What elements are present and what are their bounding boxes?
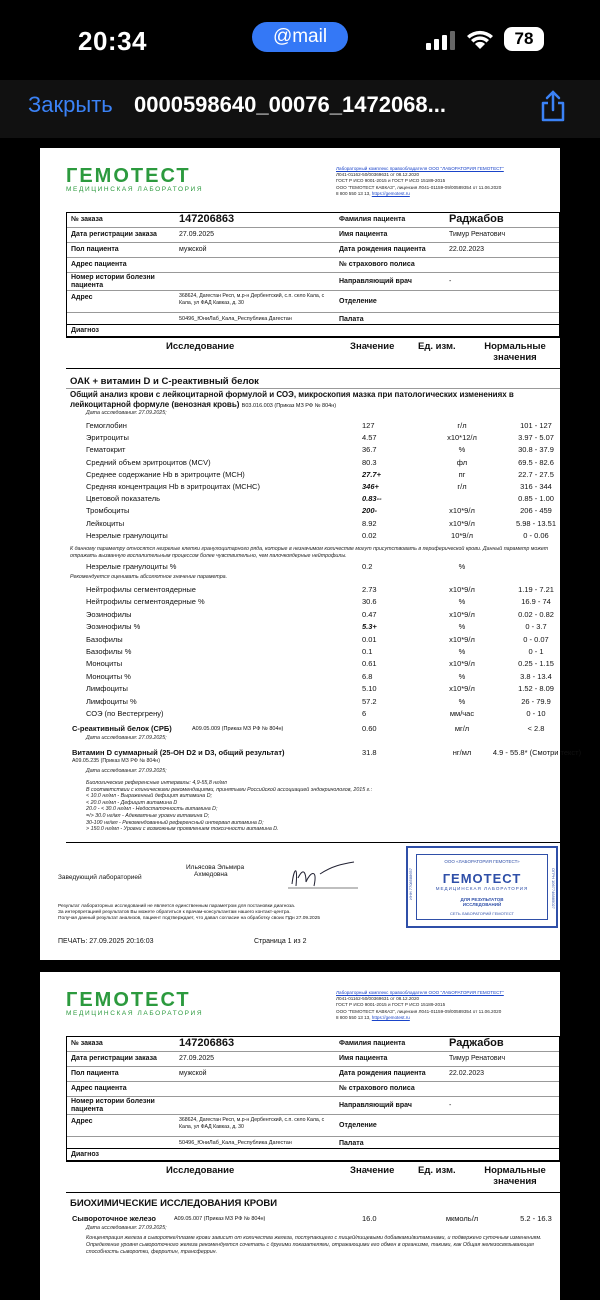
result-name: Базофилы bbox=[86, 634, 123, 644]
result-row bbox=[66, 622, 560, 633]
result-norm: 0 - 3.7 bbox=[525, 622, 547, 632]
result-row bbox=[66, 494, 560, 505]
result-unit: x10*9/л bbox=[449, 634, 475, 644]
document-page-2: ГЕМОТЕСТ МЕДИЦИНСКАЯ ЛАБОРАТОРИЯ Лабораторный комплекс правообладателя ООО "ЛАБОРАТОРИЯ ГЕМОТЕСТ" Л041-01162-50/00369631 от 08.12.2020 ГОСТ Р ИСО 9001-2015 и ГОСТ Р ИСО 15189-2015 ООО "ГЕМОТЕСТ КАВКАЗ", лицензия Л041-01159-09/00589354 от 11.06.2020 8 800 550 13 13, https://gemotest.ru № заказа 147206863 Фамилия пациента Раджабов Дата регистрации заказа 27.09.2025 Имя пациента Тимур Ренатович Пол пациента мужской Дата рождения пациента 22.02.2023 Адрес пациента № страхового полиса Номер истории болезни пациента Направляющий врач - Адрес 368624, Дагестан Респ, м.р-н Дербентский, с.п. село Кала, с Кала, ул ФАД Кавказ, д. 30 Отделение 50496_ЮниЛаб_Кала_Республика Дагестан Палата Диагноз Исследование Значение Ед. изм. Нормальные значения БИОХИМИЧЕСКИЕ ИССЛЕДОВАНИЯ КРОВИ Сывороточное железо A09.05.007 (Приказ МЗ РФ № 804н) 16.0 мкмоль/л 5.2 - 16.3 Дата исследования: 27.09.2025; Концентрация железа в сыворотке/плазме крови зависит от количества железа, поступающего с пищей/пищевыми добавками/витаминами, и подвержено суточным изменениям. Определение уровня сывороточного железа рекомендуется сочетать с другими показателями, отражающими его обмен в организме, такими, как Общая железосвязывающая способность сыворотки, ферритин, трансферрин. bbox=[40, 972, 560, 1300]
signer-name: Ильясова Эльмира Ахмедовна bbox=[186, 864, 245, 878]
result-norm: 316 - 344 bbox=[520, 482, 552, 491]
result-value: 36.7 bbox=[362, 445, 377, 455]
result-name: Средняя концентрация Hb в эритроцитах (MCHC) bbox=[86, 482, 260, 491]
result-row bbox=[66, 647, 560, 658]
result-value: 57.2 bbox=[362, 696, 377, 706]
result-norm: 3.8 - 13.4 bbox=[520, 671, 552, 681]
crp-row: С-реактивный белок (СРБ) A09.05.009 (Приказ МЗ РФ № 804н) 0.60 мг/л < 2.8 bbox=[72, 724, 545, 733]
result-row bbox=[66, 531, 560, 542]
result-unit: x10*9/л bbox=[449, 659, 475, 669]
result-value: 2.73 bbox=[362, 585, 377, 594]
head-of-lab-label: Заведующий лабораторией bbox=[58, 874, 142, 881]
result-norm: 101 - 127 bbox=[520, 421, 552, 430]
result-value: 30.6 bbox=[362, 597, 377, 607]
result-norm: 1.52 - 8.09 bbox=[518, 684, 554, 694]
gemotest-logo: ГЕМОТЕСТ МЕДИЦИНСКАЯ ЛАБОРАТОРИЯ bbox=[66, 989, 204, 1017]
patient-info-table: № заказа 147206863 Фамилия пациента Раджабов Дата регистрации заказа 27.09.2025 Имя пациента Тимур Ренатович Пол пациента мужской Дата рождения пациента 22.02.2023 Адрес пациента № страхового полиса Номер истории болезни пациента Направляющий врач - Адрес 368624, Дагестан Респ, м.р-н Дербентский, с.п. село Кала, с Кала, ул ФАД Кавказ, д. 30 Отделение 50496_ЮниЛаб_Кала_Республика Дагестан Палата bbox=[66, 212, 560, 338]
result-unit: г/л bbox=[457, 482, 467, 491]
mail-pill[interactable]: @mail bbox=[252, 22, 348, 52]
result-name: Нейтрофилы сегментоядерные bbox=[86, 585, 196, 594]
result-norm: 3.97 - 5.07 bbox=[518, 433, 554, 443]
result-row bbox=[66, 585, 560, 596]
result-unit: % bbox=[458, 597, 466, 607]
document-title: 0000598640_00076_1472068... bbox=[134, 92, 446, 117]
result-row bbox=[66, 672, 560, 683]
result-value: 4.57 bbox=[362, 433, 377, 443]
signature-image bbox=[284, 856, 364, 892]
result-norm: 16.9 - 74 bbox=[521, 597, 551, 607]
result-unit: x10*9/л bbox=[449, 585, 475, 594]
vitamin-d-note-line: Биологические референсные интервалы: 4,9-55,8 нг/мл bbox=[86, 780, 227, 786]
result-name: Лимфоциты % bbox=[86, 696, 137, 706]
result-norm: 0 - 0.06 bbox=[523, 530, 549, 540]
result-name: Нейтрофилы сегментоядерные % bbox=[86, 597, 205, 607]
wifi-icon bbox=[466, 28, 494, 50]
header-divider bbox=[66, 368, 560, 369]
result-name: Моноциты % bbox=[86, 671, 131, 681]
share-icon[interactable] bbox=[538, 90, 568, 122]
result-name: Эозинофилы bbox=[86, 609, 132, 619]
disclaimer-line: Получая данный результат анализов, пациент подтверждает, что давал согласие на обработку своих ПДн 27.09.2025 bbox=[58, 916, 321, 921]
result-unit: x10*9/л bbox=[449, 506, 475, 516]
disclaimer-line: За интерпретацией результатов Вы можете обратиться к врачам-консультантам нашего контакт-центра. bbox=[58, 910, 291, 915]
result-value: 27.7+ bbox=[362, 469, 381, 479]
result-value: 0.1 bbox=[362, 647, 373, 656]
col-study: Исследование bbox=[166, 341, 235, 352]
result-unit: % bbox=[458, 622, 466, 632]
document-page-1: ГЕМОТЕСТ МЕДИЦИНСКАЯ ЛАБОРАТОРИЯ Лабораторный комплекс правообладателя ООО "ЛАБОРАТОРИЯ ГЕМОТЕСТ" Л041-01162-50/00369631 от 08.12.2020 ГОСТ Р ИСО 9001-2015 и ГОСТ Р ИСО 15189-2015 ООО "ГЕМОТЕСТ КАВКАЗ", лицензия Л041-01159-09/00589354 от 11.06.2020 8 800 550 13 13, https://gemotest.ru № заказа 147206863 Фамилия пациента Раджабов Дата регистрации заказа 27.09.2025 Имя пациента Тимур Ренатович Пол пациента мужской Дата рождения пациента 22.02.2023 Адрес пациента № страхового полиса Номер истории болезни пациента Направляющий врач - Адрес 368624, Дагестан Респ, м.р-н Дербентский, с.п. село Кала, с Кала, ул ФАД Кавказ, д. 30 Отделение 50496_ЮниЛаб_Кала_Республика Дагестан Палата Диагноз Исследование Значение Ед. изм. Нормальные значения ОАК + витамин D и С-реактивный белок Общий анализ крови с лейкоцитарной формулой и СОЭ, микроскопия мазка при патологических изменениях в лейкоцитарной формуле (венозная кровь) B03.016.003 (Приказ МЗ РФ № 804н) Дата исследования: 27.09.2025; К данному параметру относятся незрелые клетки гранулоцитарного ряда, которые в незначимом количестве могут присутствовать в периферической крови. Данный параметр может отражать вызванную воспалительным процессом более чувствительно, чем палочкоядерные нейтрофилы. Незрелые гранулоциты % 0.2 % Рекомендуется оценивать абсолютное значение параметра. С-реактивный белок (СРБ) A09.05.009 (Приказ МЗ РФ № 804н) 0.60 мг/л < 2.8 Дата исследования: 27.09.2025; Витамин D суммарный (25-OH D2 и D3, общий результат) 31.8 нг/мл 4.9 - 55.8* (Смотри текст) A09.05.235 (Приказ МЗ РФ № 804н) Дата исследования: 27.09.2025; Биологические референсные интервалы: 4,9-55,8 нг/мл В соответствии с клиническими рекомендациями, принятыми Российской ассоциацией эндокринологов, 2015 г.: < 10.0 нг/мл - Выраженный дефицит витамина D; < 20.0 нг/мл - Дефицит витамина D 20.0 - < 30.0 нг/мл - Недостаточность витамина D; =/> 30.0 нг/мл - Адекватные уровни витамина D; 30-100 нг/мл - Рекомендованный референсный интервал витамина D; > 150.0 нг/мл - Уровни с возможным проявлением токсичности витамина D. Заведующий лабораторией Ильясова Эльмира Ахмедовна ООО «ЛАБОРАТОРИЯ ГЕМОТЕСТ» ГЕМОТЕСТ МЕДИЦИНСКАЯ ЛАБОРАТОРИЯ ДЛЯ РЕЗУЛЬТАТОВ ИССЛЕДОВАНИЙ СЕТЬ ЛАБОРАТОРИЙ ГЕМОТЕСТ ИНН 7708588657 ОГРН 1067746885027 Результат лабораторных исследований не является единственным параметром для постановки диагноза. За интерпретацией результатов Вы можете обратиться к врачам-консультантам нашего контакт-центра. Получая данный результат анализов, пациент подтверждает, что давал согласие на обработку своих ПДн 27.09.2025 ПЕЧАТЬ: 27.09.2025 20:16:03 Страница 1 из 2 Гемоглобин 127 г/л 101 - 127 Эритроциты 4.57 x10*12/л 3.97 - 5.07 Гематокрит 36.7 % 30.8 - 37.9 Средний объем эритроцитов (MCV) 80.3 фл 69.5 - 82.6 Среднее содержание Hb в эритроците (MCH) 27.7+ пг 22.7 - 27.5 Средняя концентрация Hb в эритроцитах (MCHC) 346+ г/л 316 - 344 Цветовой показатель 0.83-- 0.85 - 1.00 Тромбоциты 200- x10*9/л 206 - 459 Лейкоциты 8.92 x10*9/л 5.98 - 13.51 Незрелые гранулоциты 0.02 10*9/л 0 - 0.06 Нейтрофилы сегментоядерные 2.73 x10*9/л 1.19 - 7.21 Нейтрофилы сегментоядерные % 30.6 % 16.9 - 74 Эозинофилы 0.47 x10*9/л 0.02 - 0.82 Эозинофилы % 5.3+ % 0 - 3.7 Базофилы 0.01 x10*9/л 0 - 0.07 Базофилы % 0.1 % 0 - 1 Моноциты 0.61 x10*9/л 0.25 - 1.15 Моноциты % 6.8 % 3.8 - 13.4 Лимфоциты 5.10 x10*9/л 1.52 - 8.09 Лимфоциты % 57.2 % 26 - 79.9 СОЭ (по Вестергрену) 6 мм/час 0 - 10 bbox=[40, 148, 560, 960]
result-row bbox=[66, 697, 560, 708]
result-name: Гематокрит bbox=[86, 445, 126, 455]
result-row bbox=[66, 433, 560, 444]
vitamin-d-note-line: > 150.0 нг/мл - Уровни с возможным проявлением токсичности витамина D. bbox=[86, 826, 279, 833]
vitamin-d-note-line: < 10.0 нг/мл - Выраженный дефицит витамина D; bbox=[86, 793, 212, 800]
result-norm: 0.02 - 0.82 bbox=[518, 609, 554, 619]
result-norm: 5.98 - 13.51 bbox=[515, 518, 557, 528]
vitamin-d-note-line: 20.0 - < 30.0 нг/мл - Недостаточность витамина D; bbox=[86, 806, 218, 813]
result-value: 80.3 bbox=[362, 457, 377, 467]
result-unit: 10*9/л bbox=[451, 530, 473, 540]
nav-bar bbox=[0, 80, 600, 138]
gemotest-logo: ГЕМОТЕСТ МЕДИЦИНСКАЯ ЛАБОРАТОРИЯ bbox=[66, 165, 204, 193]
close-button[interactable]: Закрыть bbox=[28, 92, 113, 117]
result-name: Лейкоциты bbox=[86, 518, 125, 528]
diagnosis-row: Диагноз bbox=[66, 1148, 560, 1161]
result-value: 200- bbox=[362, 506, 378, 516]
result-norm: 22.7 - 27.5 bbox=[518, 469, 554, 479]
order-number: 147206863 bbox=[179, 213, 235, 225]
disclaimer-line: Результат лабораторных исследований не является единственным параметром для постановки диагноза. bbox=[58, 904, 296, 909]
result-row bbox=[66, 458, 560, 469]
vitamin-d-note-line: < 20.0 нг/мл - Дефицит витамина D bbox=[86, 799, 178, 806]
result-norm: 30.8 - 37.9 bbox=[518, 445, 554, 455]
col-value: Значение bbox=[350, 341, 395, 352]
result-norm: 0.25 - 1.15 bbox=[518, 659, 554, 669]
col-norm: Нормальные значения bbox=[484, 341, 546, 363]
result-row bbox=[66, 610, 560, 621]
result-row bbox=[66, 470, 560, 481]
result-norm: 1.19 - 7.21 bbox=[518, 585, 554, 594]
result-unit: пг bbox=[458, 469, 466, 479]
patient-info-table: № заказа 147206863 Фамилия пациента Раджабов Дата регистрации заказа 27.09.2025 Имя пациента Тимур Ренатович Пол пациента мужской Дата рождения пациента 22.02.2023 Адрес пациента № страхового полиса Номер истории болезни пациента Направляющий врач - Адрес 368624, Дагестан Респ, м.р-н Дербентский, с.п. село Кала, с Кала, ул ФАД Кавказ, д. 30 Отделение 50496_ЮниЛаб_Кала_Республика Дагестан Палата bbox=[66, 1036, 560, 1162]
result-name: Гемоглобин bbox=[86, 421, 127, 430]
iron-note: Концентрация железа в сыворотке/плазме крови зависит от количества железа, поступающего с пищей/пищевыми добавками/витаминами, и подвержено суточным изменениям. Определение уровня сывороточного железа рекомендуется сочетать с другими показателями, отражающими его обмен в организме, такими, как Общая железосвязывающая способность сыворотки, ферритин, трансферрин. bbox=[86, 1235, 542, 1255]
section-title: ОАК + витамин D и С-реактивный белок bbox=[70, 376, 259, 387]
result-value: 0.01 bbox=[362, 634, 377, 644]
result-norm: 0.85 - 1.00 bbox=[518, 494, 554, 504]
vitamin-d-note-line: =/> 30.0 нг/мл - Адекватные уровни витамина D; bbox=[86, 812, 210, 819]
result-name: Среднее содержание Hb в эритроците (MCH) bbox=[86, 469, 245, 479]
result-value: 127 bbox=[362, 421, 375, 430]
vitamin-d-note-line: В соответствии с клиническими рекомендациями, принятыми Российской ассоциацией эндокринологов, 2015 г.: bbox=[86, 786, 373, 793]
result-unit: x10*9/л bbox=[449, 684, 475, 694]
result-value: 0.61 bbox=[362, 659, 377, 669]
website-link[interactable]: https://gemotest.ru bbox=[371, 1014, 410, 1020]
result-value: 8.92 bbox=[362, 518, 377, 528]
signal-icon bbox=[426, 30, 456, 50]
result-unit: x10*12/л bbox=[447, 433, 477, 443]
result-unit: мм/час bbox=[449, 709, 475, 718]
result-unit: x10*9/л bbox=[449, 518, 475, 528]
status-bar bbox=[0, 0, 600, 80]
iron-row: Сывороточное железо A09.05.007 (Приказ МЗ РФ № 804н) 16.0 мкмоль/л 5.2 - 16.3 bbox=[72, 1214, 552, 1223]
col-unit: Ед. изм. bbox=[418, 341, 456, 352]
result-value: 0.83-- bbox=[362, 494, 382, 504]
result-row bbox=[66, 597, 560, 608]
vitamin-d-note-line: 30-100 нг/мл - Рекомендованный референсный интервал витамина D; bbox=[86, 819, 264, 826]
lab-stamp: ООО «ЛАБОРАТОРИЯ ГЕМОТЕСТ» ГЕМОТЕСТ МЕДИЦИНСКАЯ ЛАБОРАТОРИЯ ДЛЯ РЕЗУЛЬТАТОВ ИССЛЕДОВАНИЙ СЕТЬ ЛАБОРАТОРИЙ ГЕМОТЕСТ ИНН 7708588657 ОГРН 1067746885027 bbox=[406, 846, 558, 928]
result-row bbox=[66, 482, 560, 493]
cbc-title: Общий анализ крови с лейкоцитарной формулой и СОЭ, микроскопия мазка при патологических изменениях в лейкоцитарной формуле (венозная кровь) B03.016.003 (Приказ МЗ РФ № 804н) bbox=[70, 390, 514, 409]
result-row bbox=[66, 684, 560, 695]
page-number: Страница 1 из 2 bbox=[254, 938, 307, 945]
result-name: Базофилы % bbox=[86, 647, 132, 656]
result-value: 6.8 bbox=[362, 671, 373, 681]
result-unit: фл bbox=[456, 457, 468, 467]
result-row bbox=[66, 445, 560, 456]
result-norm: 69.5 - 82.6 bbox=[518, 457, 554, 467]
result-row bbox=[66, 421, 560, 432]
result-norm: 0 - 1 bbox=[528, 647, 544, 656]
result-norm: 206 - 459 bbox=[520, 506, 552, 516]
diagnosis-row: Диагноз bbox=[66, 324, 560, 337]
result-value: 0.02 bbox=[362, 530, 377, 540]
result-value: 5.3+ bbox=[362, 622, 377, 632]
vitamin-d-notes bbox=[86, 780, 372, 833]
result-unit: г/л bbox=[457, 421, 467, 430]
result-name: Тромбоциты bbox=[86, 506, 130, 516]
biochem-section-title: БИОХИМИЧЕСКИЕ ИССЛЕДОВАНИЯ КРОВИ bbox=[70, 1198, 278, 1209]
license-info: Лабораторный комплекс правообладателя ООО "ЛАБОРАТОРИЯ ГЕМОТЕСТ" Л041-01162-50/00369631 от 08.12.2020 ГОСТ Р ИСО 9001-2015 и ГОСТ Р ИСО 15189-2015 ООО "ГЕМОТЕСТ КАВКАЗ", лицензия Л041-01159-09/00589354 от 11.06.2020 8 800 550 13 13, https://gemotest.ru bbox=[336, 990, 504, 1020]
result-unit: x10*9/л bbox=[449, 609, 475, 619]
result-unit: % bbox=[458, 696, 466, 706]
vitamin-d-row: Витамин D суммарный (25-OH D2 и D3, общий результат) 31.8 нг/мл 4.9 - 55.8* (Смотри текст) bbox=[72, 748, 582, 757]
result-row bbox=[66, 506, 560, 517]
result-unit: % bbox=[458, 445, 466, 455]
result-value: 5.10 bbox=[362, 684, 377, 694]
result-row bbox=[66, 519, 560, 530]
result-value: 6 bbox=[362, 709, 367, 718]
result-row bbox=[66, 635, 560, 646]
disclaimer bbox=[58, 904, 320, 922]
result-value: 346+ bbox=[362, 482, 379, 491]
result-unit: % bbox=[458, 647, 466, 656]
result-name: Лимфоциты bbox=[86, 684, 128, 694]
result-norm: 26 - 79.9 bbox=[521, 696, 551, 706]
result-row bbox=[66, 709, 560, 720]
result-unit: % bbox=[458, 671, 466, 681]
status-time: 20:34 bbox=[78, 26, 147, 56]
result-name: Эозинофилы % bbox=[86, 622, 141, 632]
result-row bbox=[66, 659, 560, 670]
battery-icon: 78 bbox=[504, 27, 544, 51]
result-name: СОЭ (по Вестергрену) bbox=[86, 709, 164, 718]
result-row: Незрелые гранулоциты % 0.2 % bbox=[86, 562, 466, 571]
result-name: Цветовой показатель bbox=[86, 494, 161, 504]
result-name: Незрелые гранулоциты bbox=[86, 530, 168, 540]
result-norm: 0 - 0.07 bbox=[523, 634, 549, 644]
result-value: 0.47 bbox=[362, 609, 377, 619]
print-date: ПЕЧАТЬ: 27.09.2025 20:16:03 bbox=[58, 938, 154, 945]
result-name: Средний объем эритроцитов (MCV) bbox=[86, 457, 211, 467]
license-info: Лабораторный комплекс правообладателя ООО "ЛАБОРАТОРИЯ ГЕМОТЕСТ" Л041-01162-50/00369631 от 08.12.2020 ГОСТ Р ИСО 9001-2015 и ГОСТ Р ИСО 15189-2015 ООО "ГЕМОТЕСТ КАВКАЗ", лицензия Л041-01159-09/00589354 от 11.06.2020 8 800 550 13 13, https://gemotest.ru bbox=[336, 166, 504, 196]
result-norm: 0 - 10 bbox=[526, 709, 546, 718]
immature-note: К данному параметру относятся незрелые клетки гранулоцитарного ряда, которые в незначимом количестве могут присутствовать в периферической крови. Данный параметр может отражать вызванную воспалительным процессом более чувствительно, чем палочкоядерные нейтрофилы. bbox=[70, 546, 549, 559]
website-link[interactable]: https://gemotest.ru bbox=[371, 190, 410, 196]
result-name: Моноциты bbox=[86, 659, 123, 669]
result-name: Эритроциты bbox=[86, 433, 129, 443]
patient-surname: Раджабов bbox=[449, 213, 504, 225]
